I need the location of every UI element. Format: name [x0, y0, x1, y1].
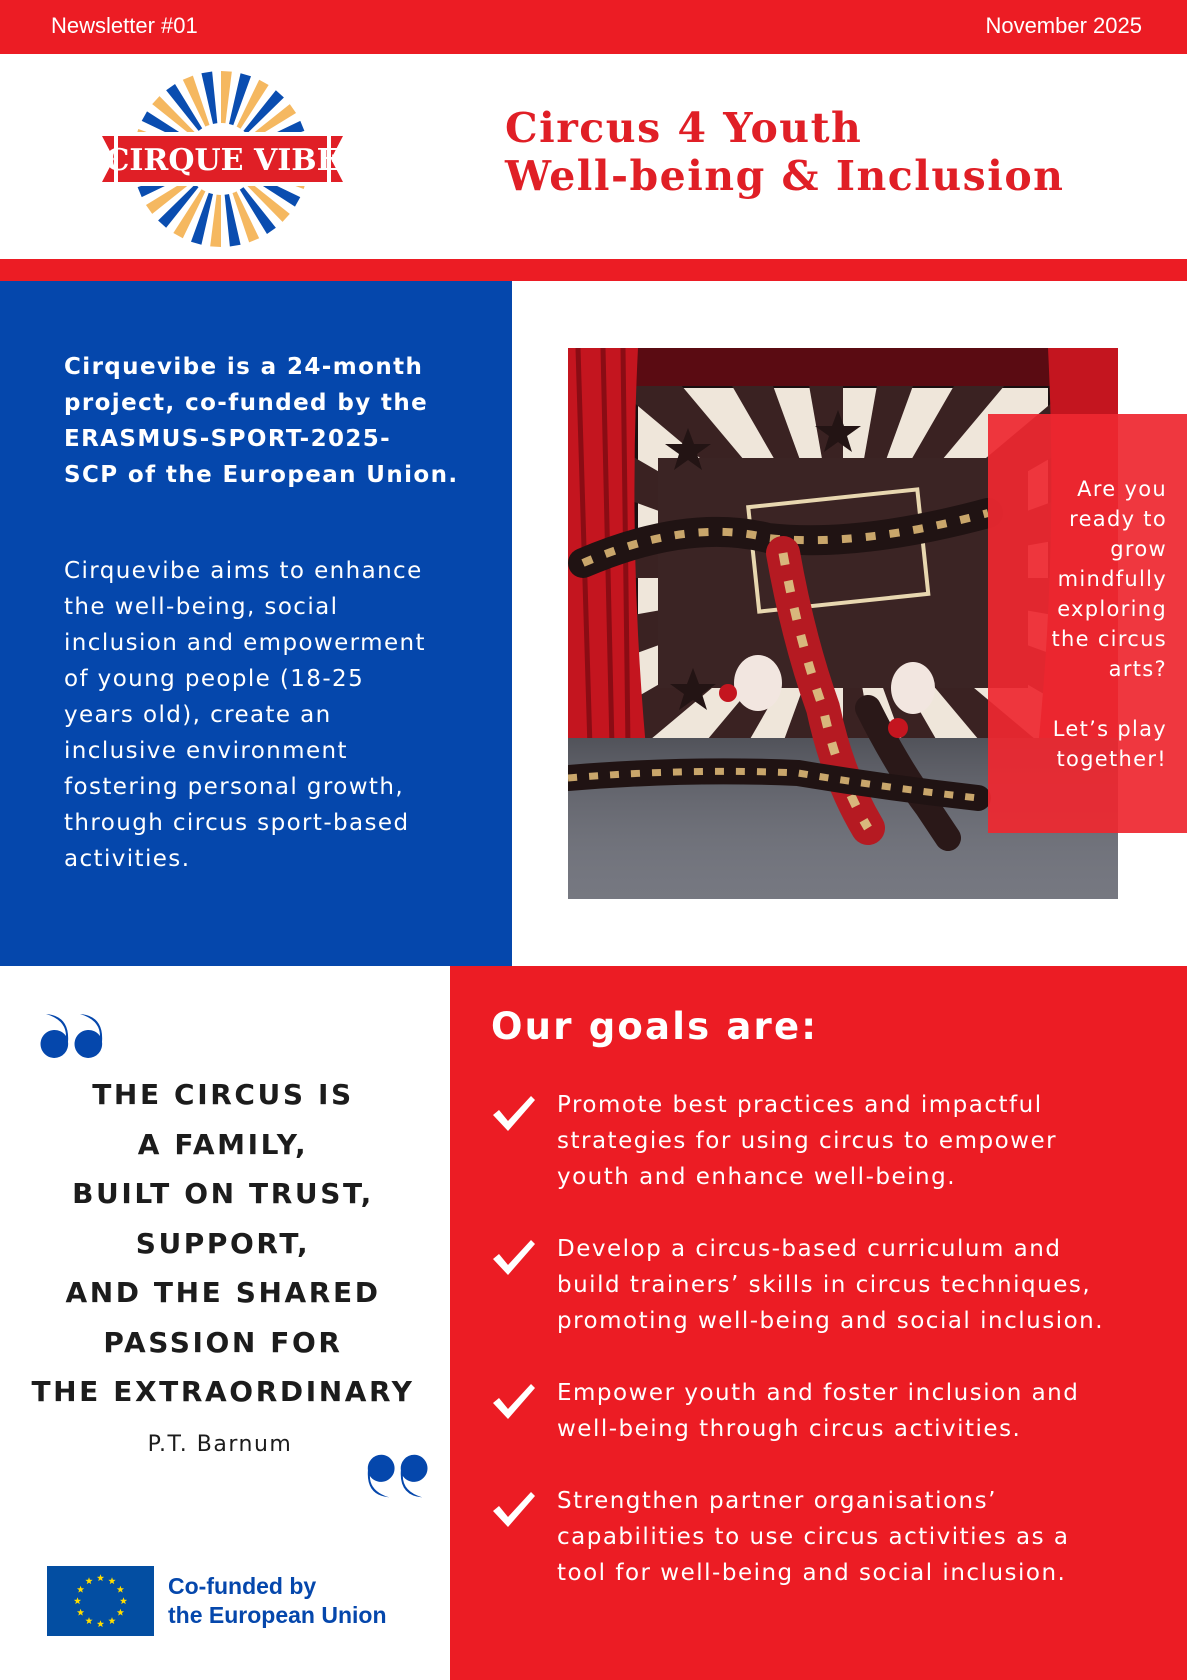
eu-flag-icon — [47, 1566, 154, 1636]
goal-text — [557, 1375, 1182, 1447]
newsletter-number: Newsletter #01 — [51, 13, 198, 38]
quote-line: BUILT ON TRUST, — [72, 1177, 374, 1210]
intro-line: ERASMUS-SPORT-2025- — [64, 426, 392, 452]
eu-line: Co-funded by — [168, 1573, 317, 1599]
cta-line: the circus — [1051, 627, 1167, 651]
project-aims — [64, 553, 484, 877]
goal-line: capabilities to use circus activities as a — [557, 1524, 1070, 1550]
quote-line: A FAMILY, — [137, 1127, 309, 1161]
header-divider — [0, 259, 1187, 281]
quote-author: P.T. Barnum — [147, 1432, 293, 1457]
checkmark-icon — [491, 1237, 537, 1277]
aims-line: of young people (18-25 — [64, 666, 365, 692]
logo-text: CIRQUE VIBE — [105, 143, 340, 178]
cta-line: together! — [1056, 747, 1167, 771]
aims-line: inclusive environment — [64, 738, 348, 764]
quote-line: THE EXTRAORDINARY — [31, 1375, 415, 1408]
intro-line: project, co-funded by the — [64, 390, 429, 416]
goal-line: tool for well-being and social inclusion. — [557, 1560, 1067, 1586]
quote-open-icon — [40, 1012, 104, 1058]
top-bar — [0, 0, 1187, 54]
checkmark-icon — [491, 1093, 537, 1133]
aims-line: Cirquevibe aims to enhance — [64, 558, 423, 584]
aims-line: inclusion and empowerment — [64, 630, 426, 656]
goal-line: Empower youth and foster inclusion and — [557, 1380, 1080, 1406]
eu-cofunded-logo — [47, 1566, 407, 1636]
goal-text — [557, 1231, 1182, 1339]
title-line-2: Well-being & Inclusion — [505, 152, 1065, 200]
cta-line: Let’s play — [1052, 717, 1167, 741]
quote-line: AND THE SHARED — [65, 1276, 381, 1309]
cta-line: ready to — [1069, 507, 1167, 531]
goal-line: build trainers’ skills in circus techniques, — [557, 1272, 1092, 1298]
checkmark-icon — [491, 1489, 537, 1529]
quote-line: THE CIRCUS IS — [92, 1078, 354, 1111]
cta-line: Are you — [1077, 477, 1167, 501]
aims-line: through circus sport-based — [64, 810, 410, 836]
goal-text — [557, 1483, 1182, 1591]
goal-line: promoting well-being and social inclusion. — [557, 1308, 1105, 1334]
cta-line: mindfully — [1057, 567, 1167, 591]
call-to-action-text — [997, 474, 1167, 774]
goal-line: youth and enhance well-being. — [557, 1164, 957, 1190]
cta-line: arts? — [1108, 657, 1167, 681]
circus-quote — [0, 1070, 446, 1417]
newsletter-title — [505, 104, 1145, 200]
title-line-1: Circus 4 Youth — [505, 104, 863, 152]
goal-line: Strengthen partner organisations’ — [557, 1488, 997, 1514]
goal-line: well-being through circus activities. — [557, 1416, 1022, 1442]
newsletter-date: November 2025 — [985, 13, 1142, 38]
eu-line: the European Union — [168, 1602, 387, 1628]
cirque-vibe-logo — [100, 64, 345, 254]
checkmark-icon — [491, 1381, 537, 1421]
intro-line: SCP of the European Union. — [64, 462, 459, 488]
aims-line: the well-being, social — [64, 594, 339, 620]
project-intro — [64, 349, 484, 493]
intro-line: Cirquevibe is a 24-month — [64, 354, 424, 380]
eu-cofunded-text — [168, 1572, 387, 1630]
aims-line: fostering personal growth, — [64, 774, 405, 800]
goal-line: Develop a circus-based curriculum and — [557, 1236, 1062, 1262]
quote-line: SUPPORT, — [135, 1226, 311, 1260]
goal-line: Promote best practices and impactful — [557, 1092, 1043, 1118]
aims-line: years old), create an — [64, 702, 332, 728]
cta-line: grow — [1110, 537, 1167, 561]
quote-line: PASSION FOR — [103, 1325, 343, 1359]
goals-heading: Our goals are: — [491, 1005, 819, 1048]
aims-line: activities. — [64, 846, 191, 872]
cta-line: exploring — [1057, 597, 1167, 621]
goal-line: strategies for using circus to empower — [557, 1128, 1058, 1154]
call-to-action-box — [988, 414, 1187, 833]
quote-close-icon — [366, 1454, 428, 1500]
goal-text — [557, 1087, 1182, 1195]
